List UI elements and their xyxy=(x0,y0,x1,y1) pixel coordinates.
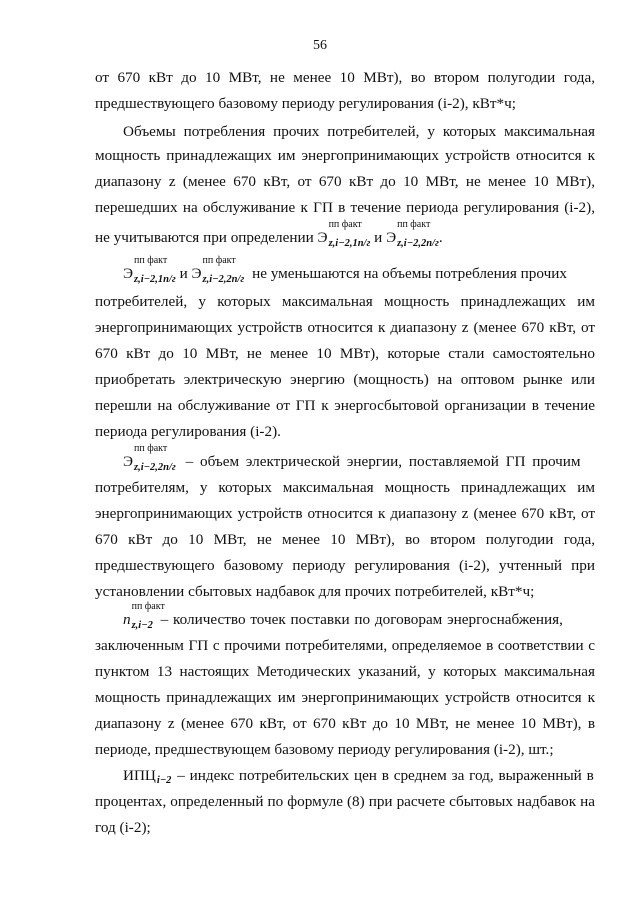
page-number: 56 xyxy=(313,38,327,53)
text-fragment: – количество точек поставки по договорам энергоснабжения, xyxy=(160,611,563,628)
text-fragment: не уменьшаются на объемы потребления прочих xyxy=(252,265,567,282)
symbol-ipc: ИПЦi−2 xyxy=(123,767,172,786)
text-line: потребителям, у которых максимальная мощность принадлежащих им xyxy=(95,479,595,496)
superscript-fact: пп факт xyxy=(397,219,431,230)
superscript-fact: пп факт xyxy=(202,255,236,266)
text-line: перешли на обслуживание от ГП к энергосбытовой организации в течение xyxy=(95,397,595,414)
text-line: год (i-2); xyxy=(95,819,151,836)
text-line: перешедших на обслуживание к ГП в течение периода регулирования (i-2), xyxy=(95,199,595,216)
text-line: пунктом 13 настоящих Методических указаний, у которых максимальная xyxy=(95,663,595,680)
subscript-2: z,i−2,2п/г xyxy=(202,274,245,285)
text-line: диапазону z (менее 670 кВт, от 670 кВт до 10 МВт, не менее 10 МВт), xyxy=(95,173,595,190)
text-line: приобретать электрическую энергию (мощность) на оптовом рынке или xyxy=(95,371,595,388)
formula-line xyxy=(123,601,595,632)
text-fragment: – индекс потребительских цен в среднем за год, выраженный в xyxy=(177,767,594,784)
text-line: 670 кВт до 10 МВт, не менее 10 МВт), во втором полугодии года, xyxy=(95,531,595,548)
symbol-e-1: Э пп факт $_{z,i-2,1п/г}$ xyxy=(123,264,176,286)
text-line: периоде, предшествующем базовому периоду регулирования (i-2), шт.; xyxy=(95,741,554,758)
subscript-1: z,i−2,1п/г xyxy=(328,238,371,249)
formula-line xyxy=(123,443,595,474)
text-line: диапазону z (менее 670 кВт, от 670 кВт до 10 МВт, не менее 10 МВт), в xyxy=(95,715,595,732)
symbol-e-1: Э пп факт $_{z,i-2,1п/г}$ xyxy=(318,228,371,250)
text-line: энергопринимающих устройств относится к диапазону z (менее 670 кВт, от xyxy=(95,319,595,336)
subscript-ipc: i−2 xyxy=(156,775,172,786)
superscript-fact: пп факт xyxy=(131,601,165,612)
text-line: 670 кВт до 10 МВт, не менее 10 МВт), которые стали самостоятельно xyxy=(95,345,595,362)
text-line: Объемы потребления прочих потребителей, у которых максимальная xyxy=(123,123,595,140)
text-line: установлении сбытовых надбавок для прочих потребителей, кВт*ч; xyxy=(95,583,535,600)
text-fragment: и xyxy=(374,229,383,246)
symbol-e-2: Э пп факт $_{z,i-2,2п/г}$ xyxy=(386,228,439,250)
symbol-n: n пп факт $_{z,i-2}$ xyxy=(123,610,153,632)
text-fragment: – объем электрической энергии, поставляемой ГП прочим xyxy=(185,453,581,470)
symbol-e-2: Э пп факт $_{z,i-2,2п/г}$ xyxy=(123,452,176,474)
text-line: от 670 кВт до 10 МВт, не менее 10 МВт), во втором полугодии года, xyxy=(95,69,595,86)
symbol-e-2: Э пп факт $_{z,i-2,2п/г}$ xyxy=(192,264,245,286)
text-line: мощность принадлежащих им энергопринимающих устройств относится к xyxy=(95,147,595,164)
formula-line xyxy=(123,255,595,286)
text-line: процентах, определенный по формуле (8) при расчете сбытовых надбавок на xyxy=(95,793,595,810)
text-line: заключенным ГП с прочими потребителями, определяемое в соответствии с xyxy=(95,637,595,654)
formula-line: не учитываются при определении Э пп факт $_{z,i-2,1п/г}$ и Э пп факт $_{z,i-2,2п/г}$. xyxy=(95,228,595,250)
text-line: мощность принадлежащих им энергопринимающих устройств относится к xyxy=(95,689,595,706)
text-line: предшествующего базовому периоду регулирования (i-2), кВт*ч; xyxy=(95,95,516,112)
subscript-1: z,i−2,1п/г xyxy=(134,274,176,285)
text-line: энергопринимающих устройств относится к диапазону z (менее 670 кВт, от xyxy=(95,505,595,522)
superscript-fact: пп факт xyxy=(328,219,362,230)
superscript-fact: пп факт xyxy=(134,255,168,266)
text-line: потребителей, у которых максимальная мощность принадлежащих им xyxy=(95,293,595,310)
superscript-fact: пп факт xyxy=(134,443,168,454)
text-line: предшествующего базовому периоду регулирования (i-2), учтенный при xyxy=(95,557,595,574)
subscript-2: z,i−2,2п/г xyxy=(134,462,176,473)
formula-line xyxy=(123,766,595,788)
text-fragment: и xyxy=(179,265,188,282)
text-fragment: не учитываются при определении xyxy=(95,229,314,246)
text-line: периода регулирования (i-2). xyxy=(95,423,281,440)
subscript-n: z,i−2 xyxy=(131,620,153,631)
subscript-2: z,i−2,2п/г xyxy=(397,238,439,249)
